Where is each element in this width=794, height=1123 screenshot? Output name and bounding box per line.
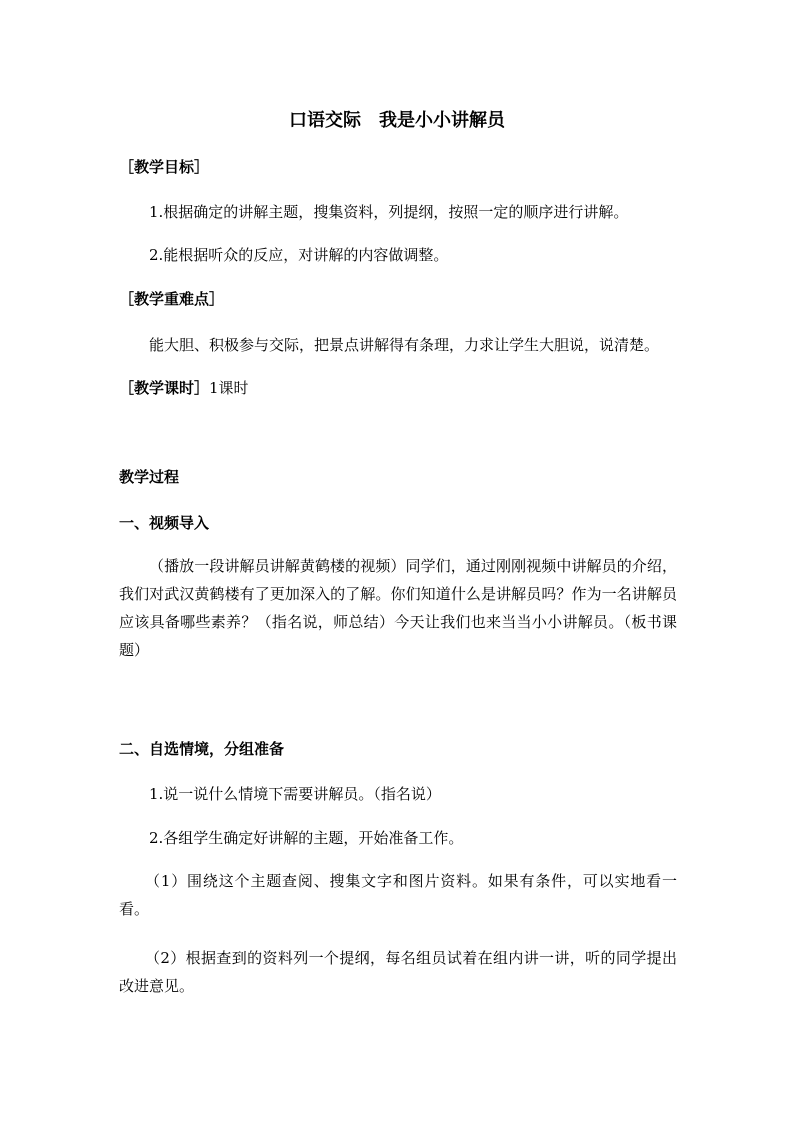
key-points-text: 能大胆、积极参与交际，把景点讲解得有条理，力求让学生大胆说，说清楚。 bbox=[149, 336, 660, 354]
section-2-subitem-1: （1）围绕这个主题查阅、搜集文字和图片资料。如果有条件，可以实地看一看。 bbox=[119, 872, 677, 918]
objective-item-1: 1.根据确定的讲解主题，搜集资料，列提纲，按照一定的顺序进行讲解。 bbox=[149, 203, 629, 221]
periods-value: 1课时 bbox=[209, 379, 249, 397]
section-2-item-2: 2.各组学生确定好讲解的主题，开始准备工作。 bbox=[149, 829, 464, 847]
page-title: 口语交际 我是小小讲解员 bbox=[289, 110, 505, 131]
periods-row bbox=[119, 381, 679, 396]
process-heading: 教学过程 bbox=[119, 468, 180, 486]
section-2-item-1: 1.说一说什么情境下需要讲解员。（指名说） bbox=[149, 785, 441, 803]
objective-item-2: 2.能根据听众的反应，对讲解的内容做调整。 bbox=[149, 246, 449, 264]
section-1-paragraph: （播放一段讲解员讲解黄鹤楼的视频）同学们，通过刚刚视频中讲解员的介绍，我们对武汉黄鹤楼有了更加深入的了解。你们知道什么是讲解员吗？作为一名讲解员应该具备哪些素养？（指名说，师总结）今天让我们也来当当小小讲解员。（板书课题） bbox=[119, 557, 677, 659]
section-2-heading: 二、自选情境，分组准备 bbox=[119, 740, 285, 758]
section-2-subitem-2: （2）根据查到的资料列一个提纲，每名组员试着在组内讲一讲，听的同学提出改进意见。 bbox=[119, 949, 677, 995]
section-1-heading: 一、视频导入 bbox=[119, 514, 210, 532]
periods-heading: ［教学课时］ bbox=[119, 379, 210, 397]
objectives-heading: ［教学目标］ bbox=[119, 158, 210, 176]
key-points-heading: ［教学重难点］ bbox=[119, 290, 225, 308]
